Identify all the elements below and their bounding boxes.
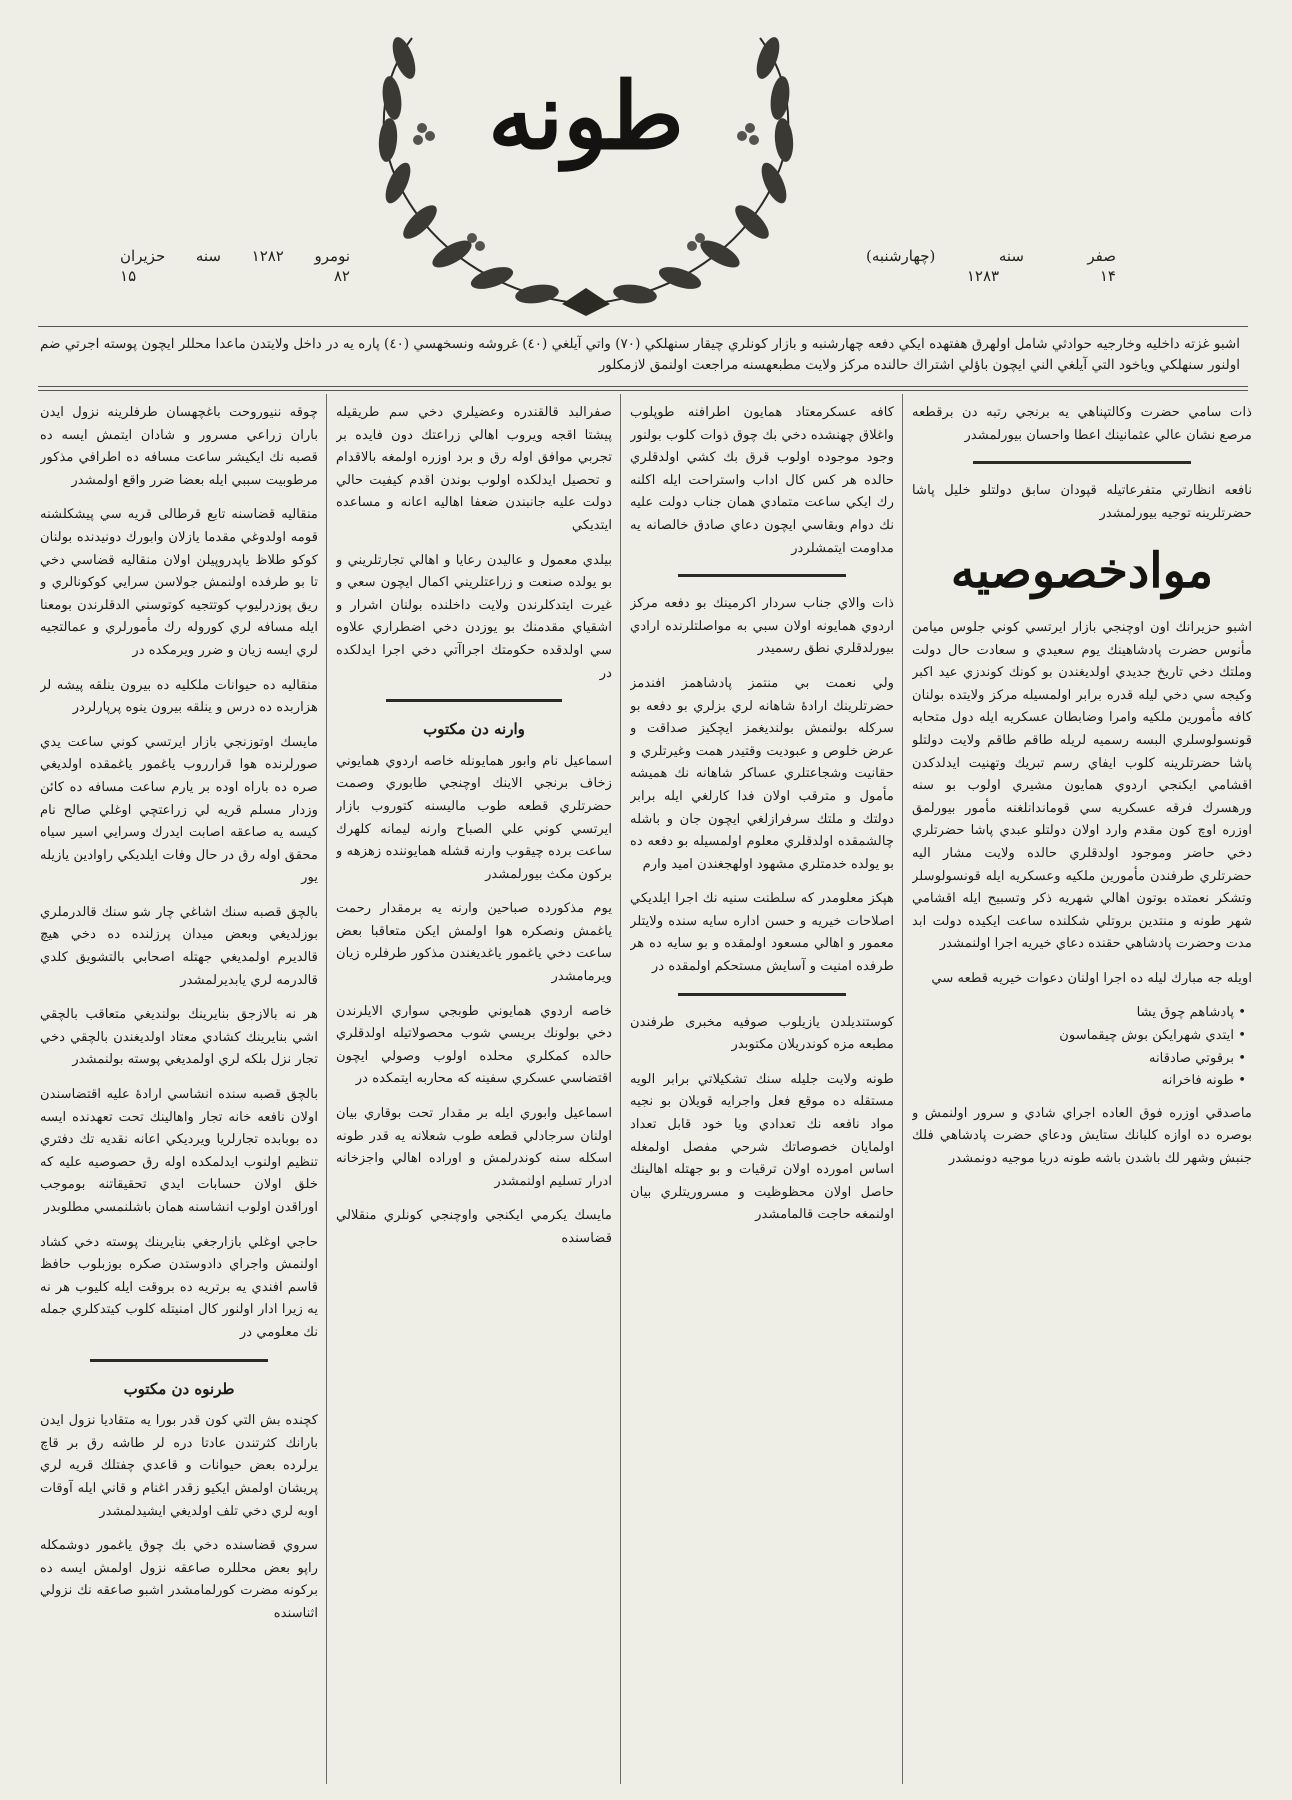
column-3 bbox=[336, 402, 612, 1782]
section-separator bbox=[678, 993, 847, 996]
article-paragraph: بالچق قصبه سنك اشاغي چار شو سنك قالدرملري بوزلديغي وبعض ميدان پرزلنده ده دخي هيچ قالديرم اولمديغي جهتله اصحابي بالتشويق كلدي قالدرمه لري يابديرلمشدر bbox=[40, 904, 318, 988]
day-value: ۱۴ bbox=[1099, 267, 1116, 286]
date-right-labels bbox=[866, 246, 1116, 266]
article-paragraph: بالچق قصبه سنده انشاسي ارادهٔ عليه اقتضاسندن اولان نافعه خانه تجار واهالينك تحت تعهدنده ايسه ده بوبابده تجارلريا ويرديكي اعانه نقديه تك دفتري تنظيم اولنوب ايدلمكده اوله رق حصوصيه عليه كه خلق اولان حسابات ايدي تحقيقاتنه بوموجب اوراقدن اولوب انشاسنه همان باشلنمسي مطلوبدر bbox=[40, 1087, 318, 1215]
article-paragraph: مايسك اوتوزنجي بازار ايرتسي كوني ساعت يدي صورلرنده هوا قرارروب ياغمور ياغمقده اولديغي صره ده باراه اوده بر يارم ساعت مسافه ده كائن وزدار مسلم قريه لي زراعتچي اوغلي صالح نام كيسه يه صاعقه اصابت ايدرك وسرايي اسير سياه محقق اوله رق در حال وفات ايلديكي راوادين يازيله يور bbox=[40, 734, 318, 886]
article-paragraph: بيلدي معمول و عاليدن رعايا و اهالي تجارتلريني و بو يولده صنعت و زراعتلريني اكمال ايچون سعي و غيرت ايتدكلرندن ولايت داخلنده بولنان اشرار و اشقياي مقدمنك بو يوزدن دخي اضطراري علاوه سي اولدقده حكومتك اجراآتي دخي اجرا ايدلكده در bbox=[336, 552, 612, 681]
article-paragraph: منقاليه ده حيوانات ملكليه ده بيرون ينلقه پيشه لر هزاربده ده درس و ينلقه بيرون ينوه پرپارلردر bbox=[40, 677, 318, 716]
section-separator bbox=[90, 1359, 268, 1362]
section-separator bbox=[678, 574, 847, 577]
article-paragraph: كوستنديلدن يازيلوب صوفيه مخبرى طرفندن مطبعه مزه كوندريلان مكتوبدر bbox=[630, 1014, 894, 1053]
section-separator bbox=[973, 461, 1191, 464]
article-paragraph: اشبو حزيرانك اون اوچنجي بازار ايرتسي كوني جلوس ميامن مأنوس حضرت پادشاهينك يوم سعيدي و سعادت حال دولت وملتك دخي تاريخ جديدي اولديغندن بو كونك كوندزي عيد اكبر وكيجه سي دخي ليله قدره برابر اولمسيله مركز ولايتده بولنان كافه مأمورين ملكيه وامرا وضابطان عسكريه ايله دول متحابه قونسولوسلري البسه رسميه لريله طاقم طاقم ولايت دولتلو پاشا حضرتلرينه كلوب ايفاي رسم تبريك وتهنيت ايدلدكدن اقشامي ايكنجي اردوي همايون مشيري اولوب بو سنه ورهسرك فرقه عسكريه سي قوماندانلغنه مأمور بيورلمق اوزره اوچ كون مقدم وارد اولان دولتلو عبدي پاشا حضرتلري دخي حاضر وموجود اولدقلري حالده ولايت مشار اليه حضرتلري طرفندن مأمورين ملكيه وعسكريه ايله قونسولوسلر وتشكر نعمتده بوتون اهالي شهريه ذكر وتسبيح ايله اقشامي شهر طونه و منتدين بروتلي شكلنده ساعت ايكيده دولت ابد مدت وحضرت پادشاهي حقنده دعاي خيريه اجرا اولنمشدر bbox=[912, 619, 1252, 952]
article-paragraph: يوم مذكورده صباحين وارنه يه برمقدار رحمت ياغمش ونصكره هوا اولمش ايكن متعاقبا بعض ساعت دخي ياغمور ياغديغندن مذكور طرفلره زيان ويرمامشدر bbox=[336, 901, 612, 985]
column-divider bbox=[326, 394, 327, 1784]
article-paragraph: هر نه بالازجق بنايرينك بولنديغي متعاقب بالچقي اشي بنايرينك كشادي معتاد اولديغندن بالچقي دخي تجار نزل بلكه لري اولمديغي پوسته بولنمشدر bbox=[40, 1007, 318, 1068]
subscription-notice: اشبو غزته داخليه وخارجيه حوادثي شامل اولهرق هفتهده ايكي دفعه چهارشنبه و بازار كونلري چيقار سنهلكي (۷۰) واتي آيلغي (٤۰) غروشه ونسخهسي (٤۰) پاره يه در داخل ولايتدن ماعدا محللر ايچون پوسته اجرتي ضم اولنور سنهلكي وياخود التي آيلغي الني ايچون باؤلي اشتراك حالنده مركز ولايت مطبعهسنه مراجعت اولنمق لازمكلور bbox=[40, 336, 1240, 373]
day-value: ۱۵ bbox=[120, 267, 137, 286]
article-heading: وارنه دن مكتوب bbox=[423, 720, 525, 739]
prayer-list bbox=[912, 1002, 1252, 1092]
article-paragraph: سروي قضاسنده دخي بك چوق ياغمور دوشمكله راپو بعض محللره صاعقه نزول اولمش ايسه ده بركونه مضرت كورلمامشدر اشبو صاعقه نك نزولي اثناسنده bbox=[40, 1538, 318, 1621]
list-item: • برقوتي صادقانه bbox=[912, 1048, 1246, 1071]
article-paragraph: اويله جه مبارك ليله ده اجرا اولنان دعوات خيريه قطعه سي bbox=[931, 970, 1252, 986]
column-4 bbox=[40, 402, 318, 1782]
date-label: سنه bbox=[195, 247, 221, 265]
column-2 bbox=[630, 402, 894, 1782]
date-label: سنه bbox=[998, 247, 1024, 265]
article-paragraph: اسماعيل نام وابور همايونله خاصه اردوي همايوني زخاف برنجي الاينك اوچنجي طابوري وصمت حضرتلري قطعه طوب ماليسنه كتوروب بازار ايرتسي كوني علي الصباح وارنه ليمانه كلهرك ساعت برده چيقوب وارنه قشله همايوننده زهزهه و بركون مكث بيورلمشدر bbox=[336, 753, 612, 882]
date-label: صفر bbox=[1087, 247, 1116, 265]
article-paragraph: منقاليه قضاسنه تابع قرطالى قريه سي پيشكلشنه قومه اولدوغي مقدما يازلان وابورك دونيدنده بولنان كوكو طلاظ ياپدروپيلن اولان منقاليه قضاسي دخي تا بو طرفده اولنمش جولاسن سرايي كوكونالري و ريق پوزدرليوپ كوتتجيه كوتوسني الدقلرندن بومعنا ايله مسافه لري كوروله رك مأمورلري و عمالتجيه لري ايسه زيان و ضرر ويرمكده در bbox=[40, 507, 318, 658]
column-1 bbox=[912, 402, 1252, 1782]
article-paragraph: صفرالبد قالقندره وعضيلري دخي سم طريقيله پيشتا اقجه ويروب اهالي زراعتك دون فايده بر تجربي موافق اوله رق و برد اوزره اولمغه بالاقدام و تحصيل ايدلكده اولوب بوندن اقدم كيفيت حالي دولت عليه جانبندن ضعفا اهاليه اعانه و مساعده ايتديكي bbox=[336, 405, 612, 533]
article-paragraph: اسماعيل وابوري ايله بر مقدار تحت بوقاري بيان اولنان سرجادلي قطعه طوب شعلانه يه قدر طونه اسكله سنه كوندرلمش و اوراده اهالي واجزخانه ادرار تسليم اولنمشدر bbox=[336, 1106, 612, 1189]
section-heading: موادخصوصيه bbox=[950, 543, 1214, 600]
article-paragraph: چوقه ننيوروحت باغچهسان طرفلرينه نزول ايدن باران زراعي مسرور و شادان ايتمش ايسه ده قصبه نك ايكيشر ساعت مسافه ده اطرافي مذكور مرطوبيت سببي ايله بعضا ضرر واقع اولمشدر bbox=[40, 405, 318, 488]
date-label: ۱۲۸۲ bbox=[251, 247, 284, 265]
issue-date-left bbox=[120, 246, 350, 287]
article-heading: طرنوه دن مكتوب bbox=[123, 1379, 235, 1398]
article-paragraph: ولي نعمت بي منتمز پادشاهمز افندمز حضرتلرينك ارادهٔ شاهانه لري بزلري بو دفعه بو سركله بولنمش بولنديغمز ايچكيز صداقت و عرض خلوص و عبوديت وقتيدر همت وغيرتلري و حقانيت وشجاعتلري عساكر شاهانه نك هميشه مأمول و مترقب اولان فدا كارلغي ايله برابر دولتك و ملتك سرفرازلغي ايچون جان و باشله چالشمقده اولدقلري معلوم اولمسيله بو دفعه ده بو يولده خدمتلري مشهود اولهجغندن اميد وارم bbox=[630, 675, 894, 872]
article-paragraph: ذات والاي جناب سردار اكرمينك بو دفعه مركز اردوي همايونه اولان سبي به مواصلتلرنده ارادي بيورلدقلري نطق رسميدر bbox=[630, 596, 894, 657]
header-rule bbox=[38, 326, 1248, 327]
article-paragraph: خاصه اردوي همايوني طوبجي سواري الايلرندن دخي بولونك بريسي شوب محصولاتيله اولدقلري حالده كمكلري محلده اولوب وصولي ايچون اقتضاسي عسكري سفينه كه محاربه ايتمكده در bbox=[336, 1003, 612, 1087]
header-rule bbox=[38, 390, 1248, 391]
weekday-label: (چهارشنبه) bbox=[866, 247, 936, 265]
date-label: نومرو bbox=[314, 247, 350, 265]
article-paragraph: هپكز معلومدر كه سلطنت سنيه نك اجرا ايلديكي اصلاحات خيريه و حسن اداره سايه سنده ولايتلر معمور و اهالي مسعود اولمقده و بو سايه ده هر طرفده امنيت و آسايش مستحكم اولمقده در bbox=[630, 891, 894, 975]
article-paragraph: ماصدقي اوزره فوق العاده اجراي شادي و سرور اولنمش و بوصره ده اوازه كلبانك ستايش ودعاي حضرت پادشاهي فلك جنبش وشهر لك باشدن باشه طونه دريا موجيه دونمشدر bbox=[912, 1105, 1252, 1167]
year-value: ۱۲۸۳ bbox=[966, 267, 1000, 286]
list-item: • ايتدي شهرايكن بوش چيقماسون bbox=[912, 1025, 1246, 1048]
section-separator bbox=[386, 699, 563, 702]
header-rule bbox=[38, 386, 1248, 387]
date-right-values bbox=[866, 266, 1116, 286]
article-paragraph: كچنده بش التي كون قدر بورا يه متقاديا نزول ايدن بارانك كثرتندن عادتا دره لر طاشه رق بر قاچ يرلرده بعض حيوانات و قاعدي چفتلك قريه لري پريشان اولمش ايكيو زقدر اغنام و قاني ايله آوقات اوبه لري دخي تلف اولديغي ايشيدلمشدر bbox=[40, 1413, 318, 1519]
article-paragraph: حاجي اوغلي بازارجغي بنايرينك پوسته دخي كشاد اولنمش واجراي دادوستدن صكره بوزبلوب حافظ قاسم افندي يه برتريه ده بروقت ايله كليوب هر نه يه زيرا ادار اولنور كال امنيتله كلوب كيتدكلري جمله نك معلومي در bbox=[40, 1234, 318, 1340]
article-paragraph: مايسك يكرمي ايكنجي واوچنجي كونلري منقلالي قضاسنده bbox=[336, 1208, 612, 1246]
list-item: • پادشاهم چوق يشا bbox=[912, 1002, 1246, 1025]
issue-date-right bbox=[866, 246, 1116, 287]
article-paragraph: نافعه انظارتي متفرعاتيله قپودان سابق دولتلو خليل پاشا حضرتلرينه توجيه بيورلمشدر bbox=[912, 483, 1252, 521]
article-paragraph: كافه عسكرمعتاد همايون اطرافنه طوپلوب واغلاق چهنشده دخي بك چوق ذوات كلوب بولنور وجود موجوده اولوب قرق بك كشي اولدقلري حالده هر كس كال اداب واستراحت ايله اكلنه رك ايكي ساعت متمادي همان جناب دولت عليه نك دوام وبقاسي ايچون دعاي صادق خالصانه يه مداومت ايتمشلردر bbox=[630, 405, 894, 556]
date-left-values bbox=[120, 266, 350, 286]
issue-number: ۸۲ bbox=[333, 267, 350, 286]
masthead-title: طونه bbox=[488, 62, 684, 170]
column-divider bbox=[620, 394, 621, 1784]
article-paragraph: طونه ولايت جليله سنك تشكيلاتي برابر الويه مستقله ده موقع فعل واجرايه قويلان بو نجيه مواد نافعه نك تعدادي ويا خود قابل تعداد اولمايان خصوصاتك شرحي مفصل اولمغله اساس امورده اولان ترقيات و بو جهتله اهالينك حاصل اولان محظوظيت و مسروريتلري بيان اولنمغه حاجت قالمامشدر bbox=[630, 1071, 894, 1223]
date-label: حزيران bbox=[120, 247, 166, 265]
article-paragraph: ذات سامي حضرت وكالتپناهي يه برنجي رتبه دن برقطعه مرصع نشان عالي عثمانينك اعطا واحسان بيورلمشدر bbox=[912, 405, 1252, 443]
list-item: • طونه فاخرانه bbox=[912, 1070, 1246, 1093]
column-divider bbox=[902, 394, 903, 1784]
date-left-labels bbox=[120, 246, 350, 266]
